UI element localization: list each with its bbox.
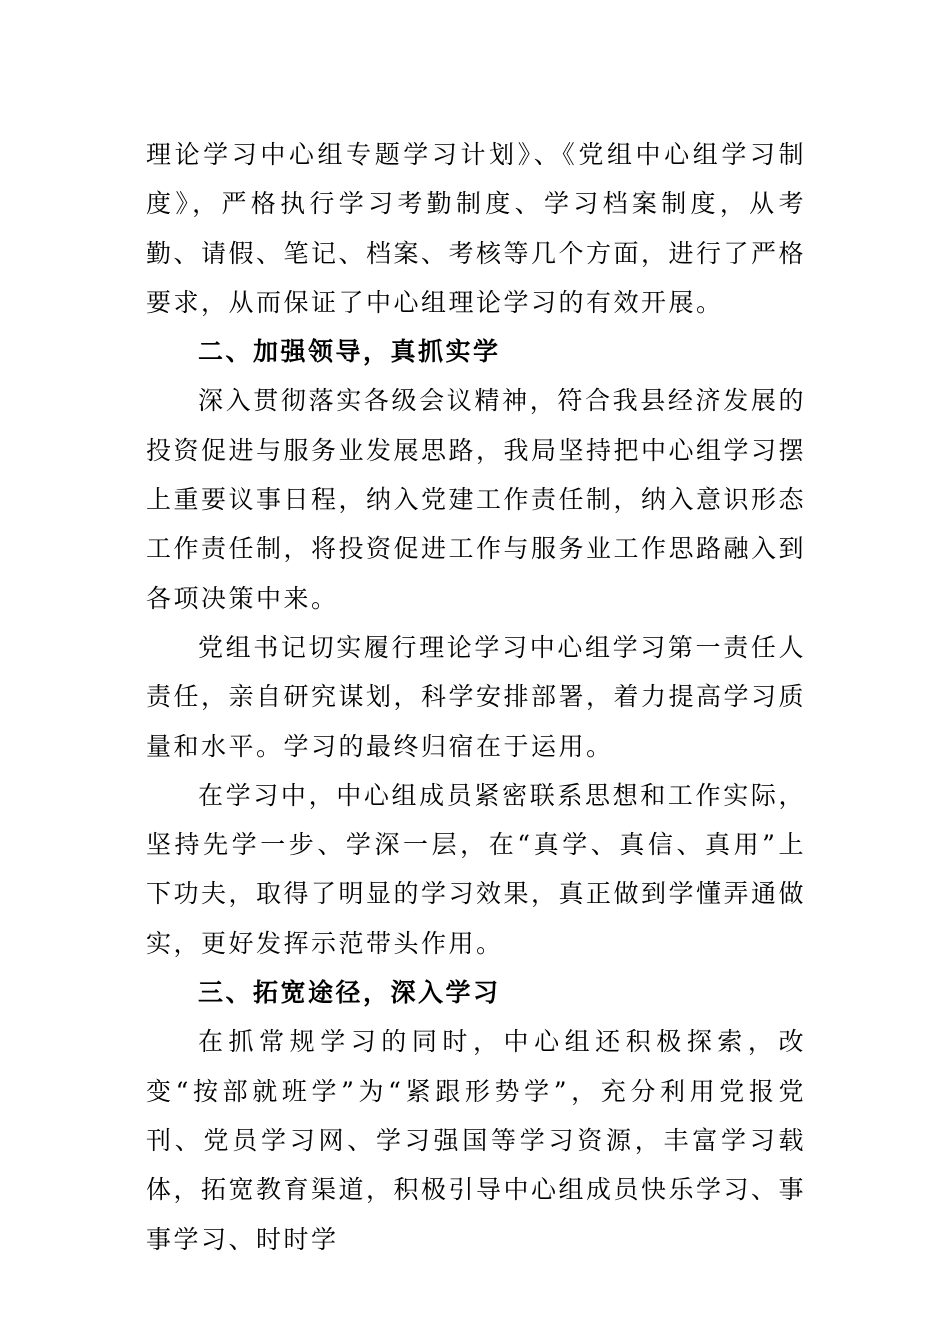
paragraph-1: 理论学习中心组专题学习计划》、《党组中心组学习制度》，严格执行学习考勤制度、学习档案制度，从考勤、请假、笔记、档案、考核等几个方面，进行了严格要求，从而保证了中心组理论学习的有效开展。 bbox=[146, 140, 807, 317]
section-heading-3: 三、拓宽途径，深入学习 bbox=[198, 978, 501, 1008]
paragraph-5: 在抓常规学习的同时，中心组还积极探索，改变“按部就班学”为“紧跟形势学”，充分利用党报党刊、党员学习网、学习强国等学习资源，丰富学习载体，拓宽教育渠道，积极引导中心组成员快乐学习、事事学习、时时学 bbox=[146, 1027, 807, 1254]
paragraph-2: 深入贯彻落实各级会议精神，符合我县经济发展的投资促进与服务业发展思路，我局坚持把中心组学习摆上重要议事日程，纳入党建工作责任制，纳入意识形态工作责任制，将投资促进工作与服务业工作思路融入到各项决策中来。 bbox=[146, 386, 807, 613]
section-heading-2: 二、加强领导，真抓实学 bbox=[198, 337, 501, 367]
paragraph-4: 在学习中，中心组成员紧密联系思想和工作实际，坚持先学一步、学深一层，在“真学、真信、真用”上下功夫，取得了明显的学习效果，真正做到学懂弄通做实，更好发挥示范带头作用。 bbox=[146, 780, 807, 958]
paragraph-3: 党组书记切实履行理论学习中心组学习第一责任人责任，亲自研究谋划，科学安排部署，着力提高学习质量和水平。学习的最终归宿在于运用。 bbox=[146, 632, 807, 761]
document-body bbox=[146, 130, 806, 1264]
